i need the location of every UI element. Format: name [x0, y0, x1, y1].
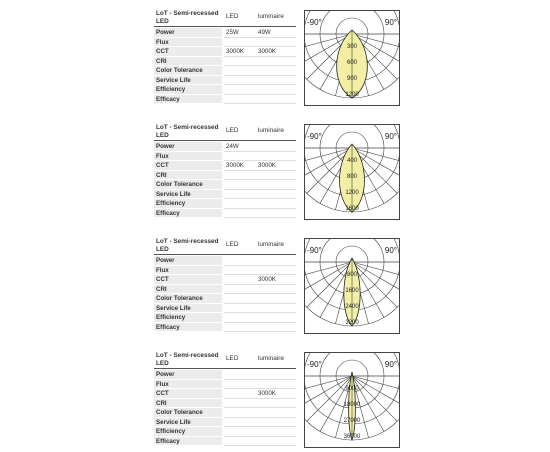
ring-value-label: 3200	[345, 320, 359, 326]
column-header-led: LED	[226, 355, 239, 362]
header-divider	[154, 140, 296, 141]
spec-values	[224, 28, 296, 104]
spec-row-values	[224, 142, 296, 152]
spec-block	[152, 352, 472, 452]
spec-row-label: CCT	[154, 389, 222, 399]
led-value: 24W	[226, 143, 239, 150]
ring-value-label: 1200	[345, 190, 359, 196]
spec-row-label: Efficacy	[154, 437, 222, 447]
spec-row-values	[224, 209, 296, 219]
spec-row-label: Color Tolerance	[154, 294, 222, 304]
spec-row-label: CRI	[154, 171, 222, 181]
spec-row-values	[224, 389, 296, 399]
luminaire-value: 3000K	[258, 276, 276, 283]
ring-value-label: 1600	[345, 288, 359, 294]
spec-row-values	[224, 266, 296, 276]
ring-value-label: 600	[346, 60, 358, 66]
block-title: LoT - Semi-recessed LED	[156, 238, 219, 253]
spec-block	[152, 124, 472, 224]
angle-label-left: -90°	[307, 246, 322, 255]
angle-label-right: 90°	[384, 246, 397, 255]
spec-row-label: Efficacy	[154, 209, 222, 219]
angle-label-left: -90°	[307, 132, 322, 141]
spec-row-values	[224, 76, 296, 86]
spec-row-label: CCT	[154, 161, 222, 171]
column-header-led: LED	[226, 127, 239, 134]
polar-light-distribution	[304, 238, 400, 334]
spec-row-values	[224, 161, 296, 171]
spec-row-values	[224, 171, 296, 181]
spec-row-values	[224, 85, 296, 95]
spec-row-label: CRI	[154, 285, 222, 295]
spec-row-label: Color Tolerance	[154, 66, 222, 76]
spec-row-values	[224, 47, 296, 57]
ring-value-label: 900	[346, 76, 358, 82]
ring-value-label: 27000	[343, 418, 361, 424]
spec-row-values	[224, 304, 296, 314]
ring-value-label: 18000	[343, 402, 361, 408]
header-divider	[154, 254, 296, 255]
luminaire-value: 49W	[258, 29, 271, 36]
column-header-luminaire: luminaire	[258, 13, 284, 20]
luminaire-value: 3000K	[258, 48, 276, 55]
spec-row-label: Service Life	[154, 76, 222, 86]
spec-labels	[154, 28, 222, 104]
ring-value-label: 9000	[345, 386, 359, 392]
spec-row-values	[224, 418, 296, 428]
angle-label-right: 90°	[384, 132, 397, 141]
header-divider	[154, 368, 296, 369]
spec-row-label: Power	[154, 142, 222, 152]
column-header-led: LED	[226, 13, 239, 20]
angle-label-left: -90°	[307, 360, 322, 369]
spec-labels	[154, 142, 222, 218]
spec-row-values	[224, 28, 296, 38]
polar-radial-line	[307, 376, 352, 421]
led-value: 3000K	[226, 162, 244, 169]
column-header-led: LED	[226, 241, 239, 248]
spec-row-label: Flux	[154, 38, 222, 48]
spec-row-values	[224, 408, 296, 418]
spec-row-label: CCT	[154, 275, 222, 285]
spec-row-values	[224, 285, 296, 295]
polar-light-distribution	[304, 352, 400, 448]
led-value: 25W	[226, 29, 239, 36]
polar-light-distribution	[304, 10, 400, 106]
ring-value-label: 1600	[345, 206, 359, 212]
ring-value-label: 36000	[343, 434, 361, 440]
spec-row-values	[224, 437, 296, 447]
spec-row-values	[224, 399, 296, 409]
spec-row-label: Flux	[154, 266, 222, 276]
angle-label-left: -90°	[307, 18, 322, 27]
ring-value-label: 800	[346, 174, 358, 180]
ring-value-label: 1200	[345, 92, 359, 98]
column-header-luminaire: luminaire	[258, 241, 284, 248]
spec-row-label: CRI	[154, 57, 222, 67]
luminaire-value: 3000K	[258, 162, 276, 169]
spec-row-label: Flux	[154, 380, 222, 390]
polar-radial-line	[352, 376, 397, 421]
block-title: LoT - Semi-recessed LED	[156, 352, 219, 367]
spec-row-label: Service Life	[154, 190, 222, 200]
spec-row-label: CCT	[154, 47, 222, 57]
ring-value-label: 2400	[345, 304, 359, 310]
spec-row-label: Color Tolerance	[154, 408, 222, 418]
spec-values	[224, 142, 296, 218]
ring-value-label: 800	[346, 272, 358, 278]
spec-row-label: Efficacy	[154, 323, 222, 333]
spec-row-label: Service Life	[154, 304, 222, 314]
ring-value-label: 300	[346, 44, 358, 50]
spec-row-label: Efficacy	[154, 95, 222, 105]
led-value: 3000K	[226, 48, 244, 55]
block-title: LoT - Semi-recessed LED	[156, 124, 219, 139]
spec-row-label: Efficiency	[154, 85, 222, 95]
spec-row-label: Power	[154, 28, 222, 38]
block-title: LoT - Semi-recessed LED	[156, 10, 219, 25]
ring-value-label: 400	[346, 158, 358, 164]
spec-row-label: Efficiency	[154, 313, 222, 323]
spec-row-values	[224, 199, 296, 209]
spec-row-values	[224, 275, 296, 285]
spec-block	[152, 10, 472, 110]
angle-label-right: 90°	[384, 18, 397, 27]
spec-row-values	[224, 180, 296, 190]
spec-row-values	[224, 66, 296, 76]
spec-row-values	[224, 256, 296, 266]
spec-row-label: Efficiency	[154, 427, 222, 437]
spec-values	[224, 370, 296, 446]
spec-row-values	[224, 313, 296, 323]
spec-row-values	[224, 152, 296, 162]
spec-row-label: Color Tolerance	[154, 180, 222, 190]
spec-row-label: CRI	[154, 399, 222, 409]
spec-row-values	[224, 370, 296, 380]
spec-row-values	[224, 323, 296, 333]
spec-row-values	[224, 427, 296, 437]
spec-row-label: Service Life	[154, 418, 222, 428]
angle-label-right: 90°	[384, 360, 397, 369]
spec-row-values	[224, 38, 296, 48]
polar-light-distribution	[304, 124, 400, 220]
spec-row-values	[224, 190, 296, 200]
spec-row-values	[224, 294, 296, 304]
spec-row-label: Power	[154, 256, 222, 266]
spec-values	[224, 256, 296, 332]
spec-row-label: Efficiency	[154, 199, 222, 209]
column-header-luminaire: luminaire	[258, 355, 284, 362]
spec-labels	[154, 370, 222, 446]
spec-labels	[154, 256, 222, 332]
column-header-luminaire: luminaire	[258, 127, 284, 134]
spec-row-values	[224, 380, 296, 390]
spec-row-label: Flux	[154, 152, 222, 162]
spec-block	[152, 238, 472, 338]
spec-row-label: Power	[154, 370, 222, 380]
spec-row-values	[224, 95, 296, 105]
luminaire-value: 3000K	[258, 390, 276, 397]
spec-row-values	[224, 57, 296, 67]
header-divider	[154, 26, 296, 27]
